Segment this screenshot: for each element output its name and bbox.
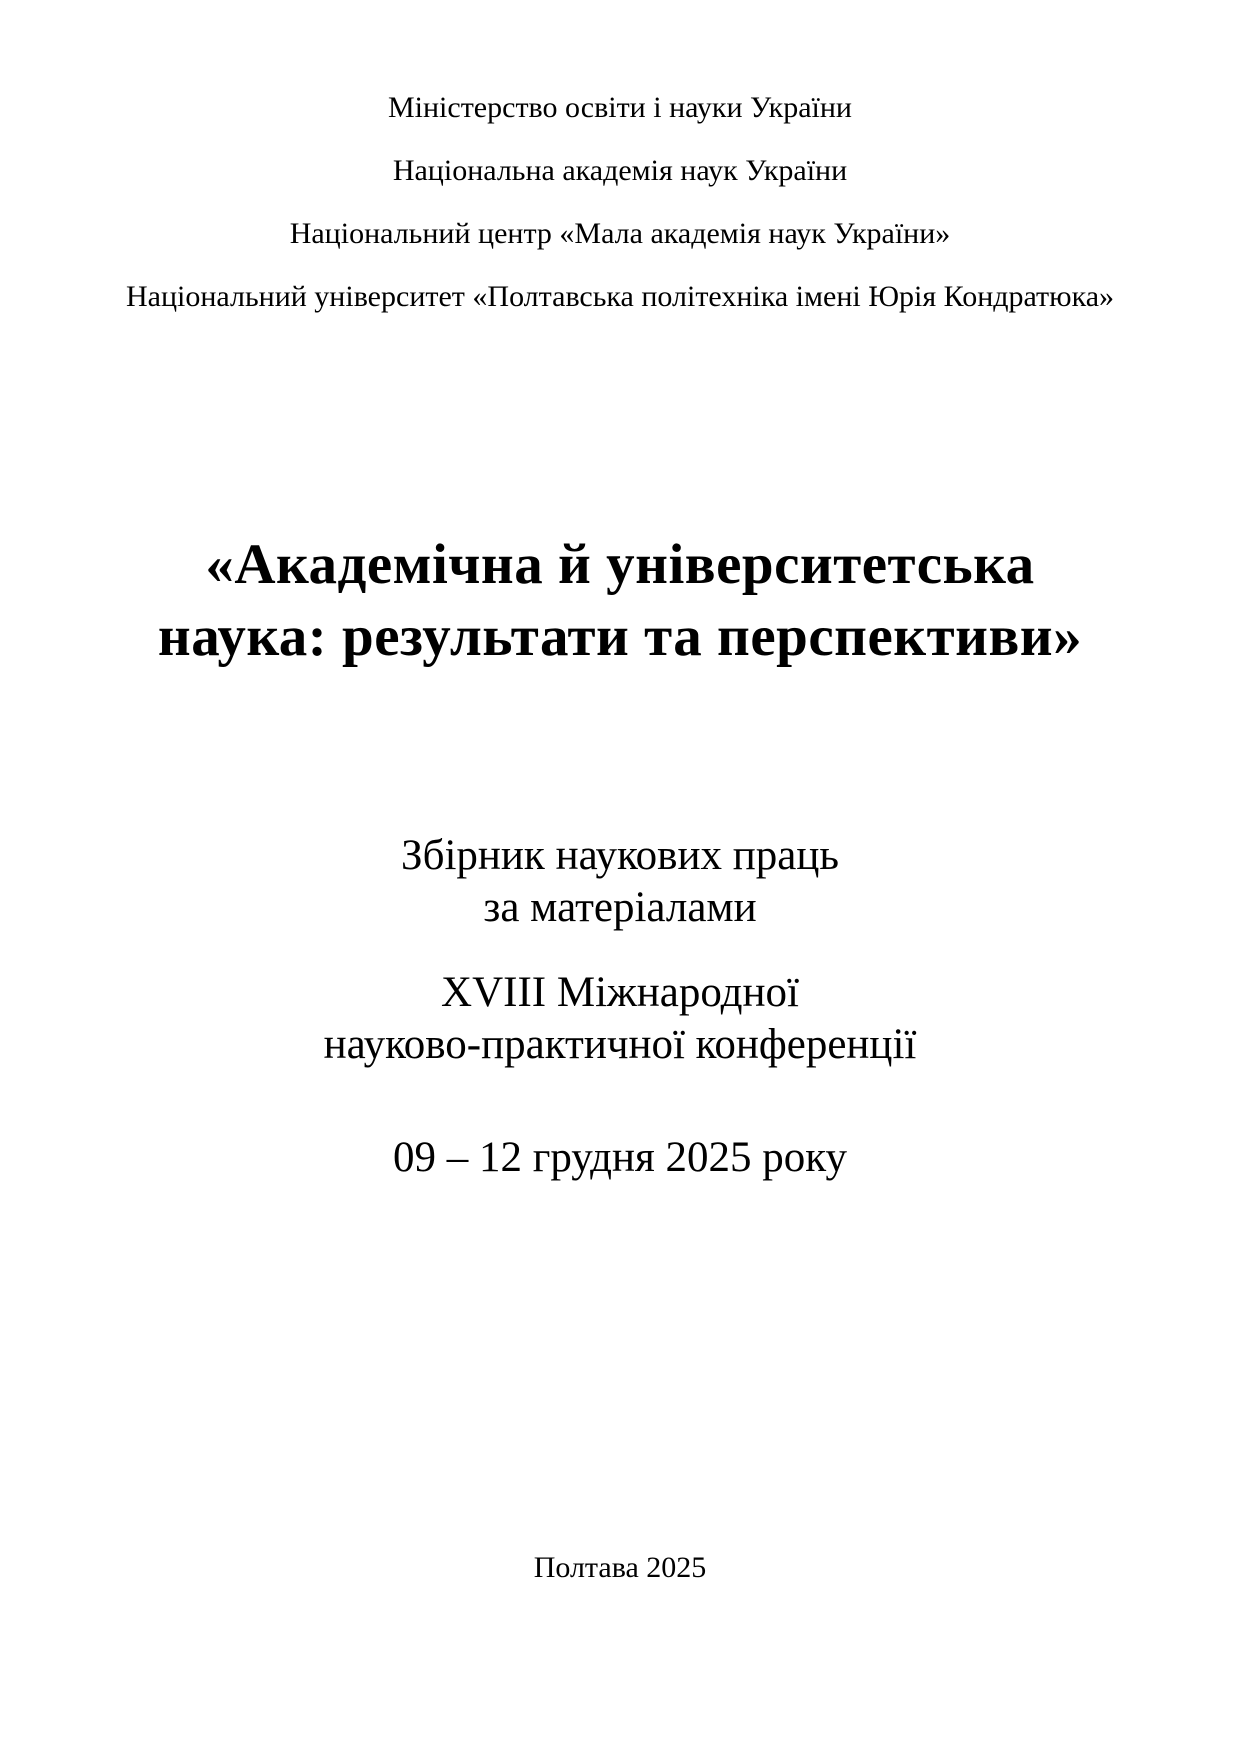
proceedings-line-2: за матеріалами [483,884,757,931]
institution-line-university: Національний університет «Полтавська політехніка імені Юрія Кондратюка» [125,280,1115,313]
conference-series-line-1: XVIII Міжнародної [441,969,799,1016]
imprint-place-year: Полтава 2025 [533,1551,707,1584]
conference-title-line-1: «Академічна й університетська [205,533,1035,596]
institution-line-academy: Національна академія наук України [392,154,848,187]
conference-title [0,529,1240,673]
conference-series [0,967,1240,1071]
proceedings-subtitle [0,830,1240,934]
conference-series-line-2: науково-практичної конференції [323,1021,917,1068]
institution-line-center: Національний центр «Мала академія наук України» [289,217,951,250]
conference-title-line-2: наука: результати та перспективи» [157,605,1083,668]
institution-line-ministry: Міністерство освіти і науки України [387,91,852,124]
institutions-block [0,76,1240,328]
proceedings-line-1: Збірник наукових праць [401,832,839,879]
conference-date: 09 – 12 грудня 2025 року [392,1134,848,1181]
